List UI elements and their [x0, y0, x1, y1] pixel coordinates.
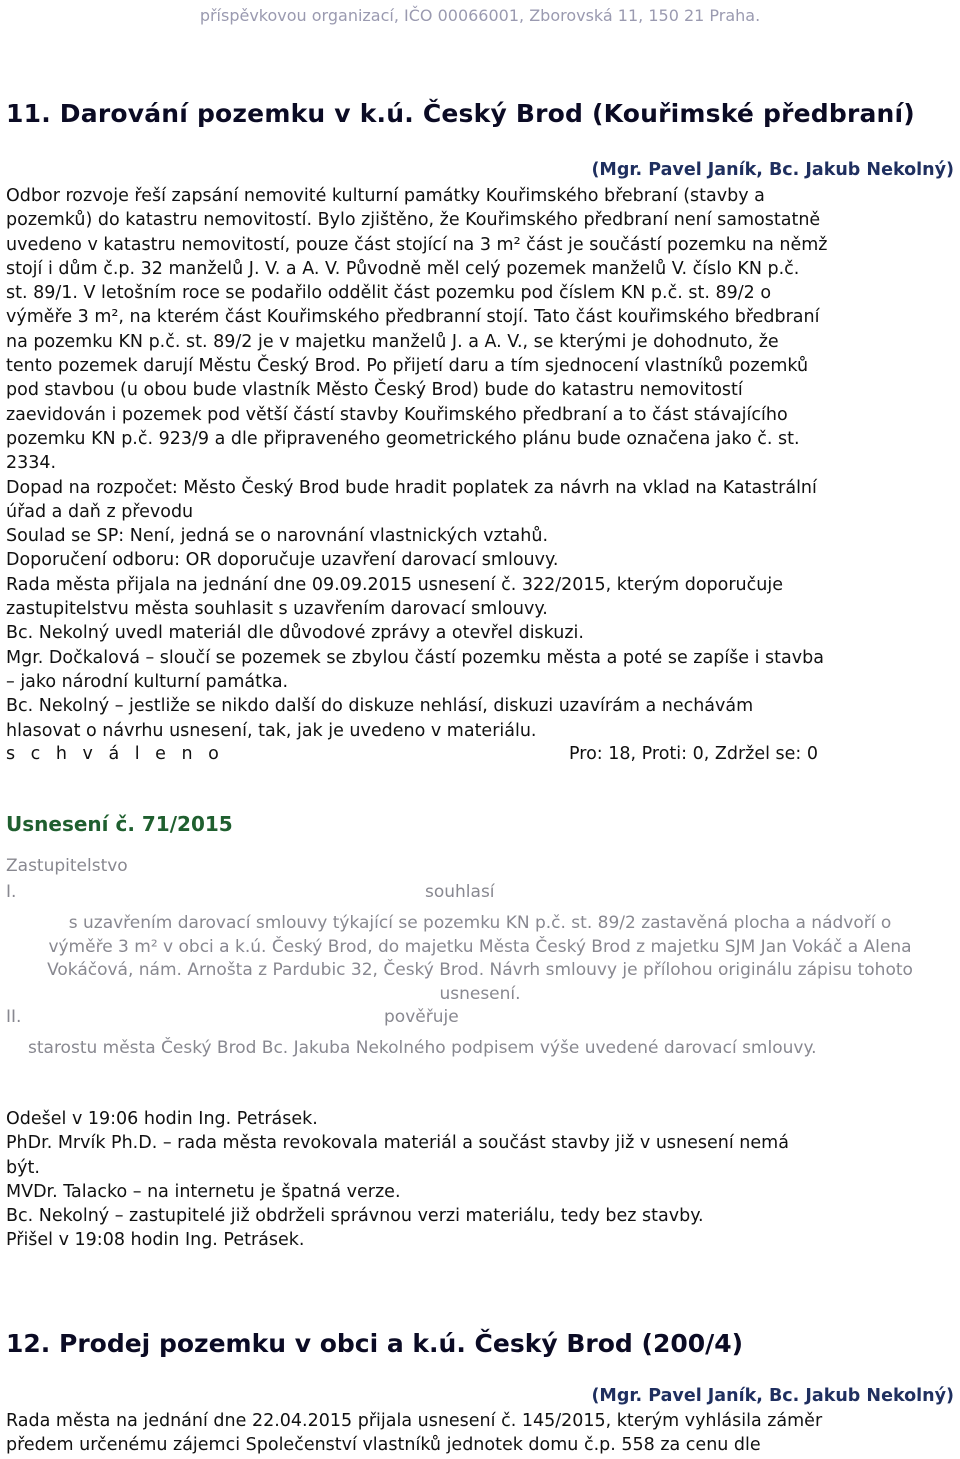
body-line: úřad a daň z převodu: [6, 501, 194, 522]
point-1-line: s uzavřením darovací smlouvy týkající se pozemku KN p.č. st. 89/2 zastavěná plocha a nádvoří o: [68, 913, 892, 933]
section-12-title: 12. Prodej pozemku v obci a k.ú. Český Brod (200/4): [6, 1329, 744, 1358]
body-line: Rada města na jednání dne 22.04.2015 přijala usnesení č. 145/2015, kterým vyhlásila záměr: [6, 1411, 823, 1431]
vote-result: s c h v á l e n o: [6, 744, 224, 764]
body-line: – jako národní kulturní památka.: [6, 671, 289, 692]
point-1-verb: souhlasí: [425, 882, 495, 902]
resolution-body: Zastupitelstvo: [6, 856, 128, 876]
body-line: hlasovat o návrhu usnesení, tak, jak je uvedeno v materiálu.: [6, 720, 537, 741]
section-12-authors: (Mgr. Pavel Janík, Bc. Jakub Nekolný): [591, 1386, 954, 1406]
point-1-text: [10, 912, 950, 1006]
body-line: zaevidován i pozemek pod větší částí stavby Kouřimského předbraní a to část stávajícího: [6, 404, 788, 425]
body-line: uvedeno v katastru nemovitostí, pouze část stojící na 3 m² část je součástí pozemku na němž: [6, 234, 828, 255]
body-line: pozemku KN p.č. 923/9 a dle připraveného geometrického plánu bude označena jako č. st.: [6, 428, 800, 449]
body-line: pozemků) do katastru nemovitostí. Bylo zjištěno, že Kouřimského předbraní není samostatně: [6, 210, 821, 231]
body-line: zastupitelstvu města souhlasit s uzavřením darovací smlouvy.: [6, 599, 548, 620]
section-11-body: [6, 184, 952, 743]
vote-row: [6, 744, 952, 764]
point-1-line: usnesení.: [439, 983, 521, 1004]
point-1-line: Vokáčová, nám. Arnošta z Pardubic 32, Český Brod. Návrh smlouvy je přílohou originálu zápisu tohoto: [47, 960, 913, 981]
point-2-verb: pověřuje: [384, 1007, 459, 1027]
note-line: Bc. Nekolný – zastupitelé již obdrželi správnou verzi materiálu, tedy bez stavby.: [6, 1206, 704, 1227]
body-line: Mgr. Dočkalová – sloučí se pozemek se zbylou částí pozemku města a poté se zapíše i stavba: [6, 647, 824, 668]
body-line: tento pozemek darují Městu Český Brod. Po přijetí daru a tím sjednocení vlastníků pozemků: [6, 356, 809, 377]
section-11-title: 11. Darování pozemku v k.ú. Český Brod (Kouřimské předbraní): [6, 99, 915, 128]
body-line: pod stavbou (u obou bude vlastník Město Český Brod) bude do katastru nemovitostí: [6, 380, 743, 401]
header-address-line: příspěvkovou organizací, IČO 00066001, Zborovská 11, 150 21 Praha.: [199, 6, 761, 25]
note-line: PhDr. Mrvík Ph.D. – rada města revokovala materiál a součást stavby již v usnesení nemá: [6, 1133, 789, 1154]
section-12-body: [6, 1409, 952, 1458]
point-2-number: II.: [6, 1007, 22, 1027]
body-line: Bc. Nekolný – jestliže se nikdo další do diskuze nehlásí, diskuzi uzavírám a nechávám: [6, 696, 754, 717]
note-line: být.: [6, 1157, 40, 1178]
body-line: Bc. Nekolný uvedl materiál dle důvodové zprávy a otevřel diskuzi.: [6, 623, 584, 644]
note-line: MVDr. Talacko – na internetu je špatná verze.: [6, 1181, 401, 1202]
body-line: 2334.: [6, 453, 57, 474]
body-line: st. 89/1. V letošním roce se podařilo oddělit část pozemku pod číslem KN p.č. st. 89/2 o: [6, 283, 772, 304]
body-line: stojí i dům č.p. 32 manželů J. V. a A. V. Původně měl celý pozemek manželů V. číslo KN p.č.: [6, 258, 800, 279]
body-line: na pozemku KN p.č. st. 89/2 je v majetku manželů J. a A. V., se kterými je dohodnuto, že: [6, 331, 779, 352]
point-2-text: starostu města Český Brod Bc. Jakuba Nekolného podpisem výše uvedené darovací smlouvy.: [28, 1038, 817, 1058]
vote-count: Pro: 18, Proti: 0, Zdržel se: 0: [569, 744, 818, 764]
point-1-line: výměře 3 m² v obci a k.ú. Český Brod, do majetku Města Český Brod z majetku SJM Jan Vokáč a Alena: [48, 936, 912, 957]
note-line: Přišel v 19:08 hodin Ing. Petrásek.: [6, 1230, 305, 1251]
resolution-title: Usnesení č. 71/2015: [6, 812, 233, 836]
body-line: Dopad na rozpočet: Město Český Brod bude hradit poplatek za návrh na vklad na Katastrální: [6, 477, 817, 498]
note-line: Odešel v 19:06 hodin Ing. Petrásek.: [6, 1109, 318, 1129]
point-1-number: I.: [6, 882, 17, 902]
body-line: Odbor rozvoje řeší zapsání nemovité kulturní památky Kouřimského břebraní (stavby a: [6, 186, 765, 206]
section-11-authors: (Mgr. Pavel Janík, Bc. Jakub Nekolný): [591, 160, 954, 180]
body-line: Doporučení odboru: OR doporučuje uzavření darovací smlouvy.: [6, 550, 559, 571]
session-notes: [6, 1107, 952, 1253]
body-line: Soulad se SP: Není, jedná se o narovnání vlastnických vztahů.: [6, 526, 549, 547]
body-line: výměře 3 m², na kterém část Kouřimského předbranní stojí. Tato část kouřimského bředbraní: [6, 307, 820, 328]
body-line: Rada města přijala na jednání dne 09.09.2015 usnesení č. 322/2015, kterým doporučuje: [6, 574, 783, 595]
body-line: předem určenému zájemci Společenství vlastníků jednotek domu č.p. 558 za cenu dle: [6, 1435, 761, 1456]
